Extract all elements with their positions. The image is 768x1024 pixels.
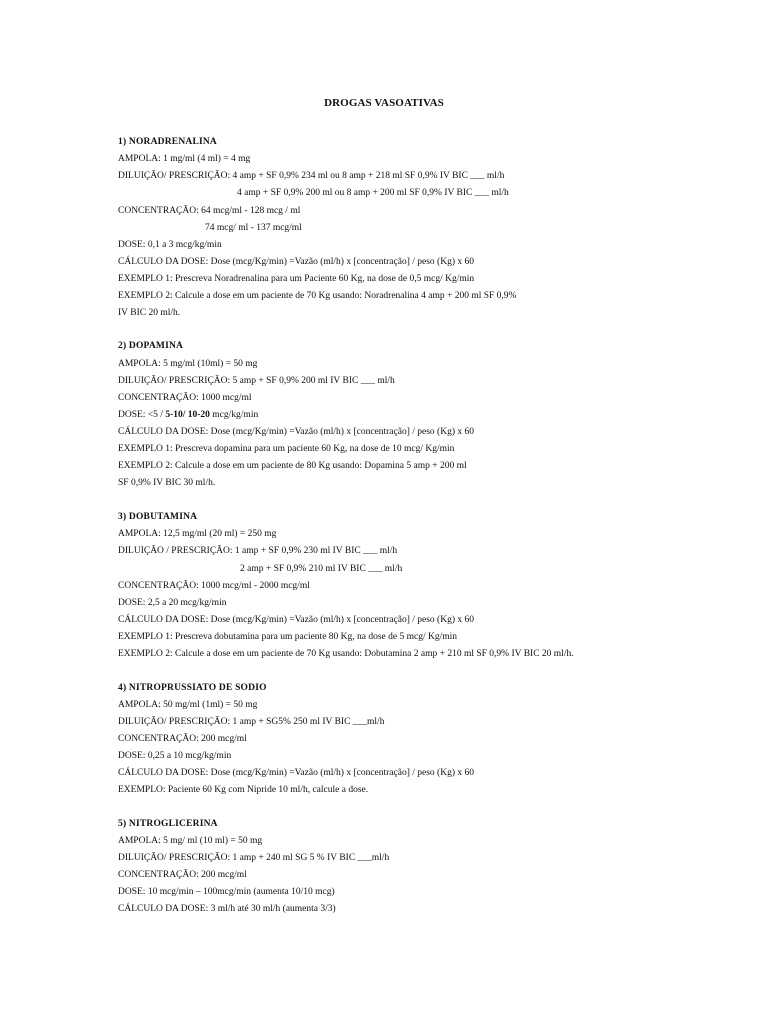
document-title: DROGAS VASOATIVAS — [324, 97, 444, 109]
text-line: EXEMPLO 1: Prescreva dobutamina para um paciente 80 Kg, na dose de 5 mcg/ Kg/min — [118, 632, 458, 642]
section-heading-nitroprussiato: 4) NITROPRUSSIATO DE SODIO — [118, 683, 267, 693]
text-fragment: DOSE: <5 / — [118, 410, 166, 420]
text-line: CONCENTRAÇÃO: 200 mcg/ml — [118, 870, 247, 880]
text-line: DILUIÇÃO/ PRESCRIÇÃO: 5 amp + SF 0,9% 200 ml IV BIC ___ ml/h — [118, 376, 395, 386]
text-fragment: mcg/kg/min — [209, 410, 259, 420]
section-heading-dopamina: 2) DOPAMINA — [118, 341, 184, 351]
text-line: EXEMPLO 1: Prescreva Noradrenalina para um Paciente 60 Kg, na dose de 0,5 mcg/ Kg/min — [118, 274, 475, 284]
text-line: EXEMPLO 2: Calcule a dose em um paciente de 80 Kg usando: Dopamina 5 amp + 200 ml — [118, 461, 467, 471]
text-line: CONCENTRAÇÃO: 64 mcg/ml - 128 mcg / ml — [118, 206, 301, 216]
text-line: DILUIÇÃO / PRESCRIÇÃO: 1 amp + SF 0,9% 230 ml IV BIC ___ ml/h — [118, 546, 398, 556]
text-line: CÁLCULO DA DOSE: Dose (mcg/Kg/min) =Vazão (ml/h) x [concentração] / peso (Kg) x 60 — [118, 427, 474, 437]
text-line: CONCENTRAÇÃO: 200 mcg/ml — [118, 734, 247, 744]
text-line: EXEMPLO 2: Calcule a dose em um paciente de 70 Kg usando: Noradrenalina 4 amp + 200 ml SF 0,9% — [118, 291, 517, 301]
text-line: CONCENTRAÇÃO: 1000 mcg/ml — [118, 393, 252, 403]
text-line: AMPOLA: 50 mg/ml (1ml) = 50 mg — [118, 700, 258, 710]
text-line: EXEMPLO 1: Prescreva dopamina para um paciente 60 Kg, na dose de 10 mcg/ Kg/min — [118, 444, 455, 454]
text-line: AMPOLA: 5 mg/ml (10ml) = 50 mg — [118, 359, 258, 369]
text-line: CÁLCULO DA DOSE: Dose (mcg/Kg/min) =Vazão (ml/h) x [concentração] / peso (Kg) x 60 — [118, 615, 474, 625]
text-line: DOSE: 0,1 a 3 mcg/kg/min — [118, 240, 222, 250]
text-line: CONCENTRAÇÃO: 1000 mcg/ml - 2000 mcg/ml — [118, 581, 310, 591]
text-line: IV BIC 20 ml/h. — [118, 308, 181, 318]
text-line: AMPOLA: 12,5 mg/ml (20 ml) = 250 mg — [118, 529, 277, 539]
text-line: CÁLCULO DA DOSE: Dose (mcg/Kg/min) =Vazão (ml/h) x [concentração] / peso (Kg) x 60 — [118, 257, 474, 267]
section-heading-dobutamina: 3) DOBUTAMINA — [118, 512, 198, 522]
text-line: CÁLCULO DA DOSE: Dose (mcg/Kg/min) =Vazão (ml/h) x [concentração] / peso (Kg) x 60 — [118, 768, 474, 778]
text-line: 4 amp + SF 0,9% 200 ml ou 8 amp + 200 ml SF 0,9% IV BIC ___ ml/h — [237, 188, 509, 198]
text-line: DOSE: 2,5 a 20 mcg/kg/min — [118, 598, 227, 608]
text-line: SF 0,9% IV BIC 30 ml/h. — [118, 478, 216, 488]
text-line: DILUIÇÃO/ PRESCRIÇÃO: 1 amp + SG5% 250 ml IV BIC ___ml/h — [118, 717, 385, 727]
text-line: AMPOLA: 5 mg/ ml (10 ml) = 50 mg — [118, 836, 263, 846]
text-line: DOSE: 0,25 a 10 mcg/kg/min — [118, 751, 232, 761]
text-line: 2 amp + SF 0,9% 210 ml IV BIC ___ ml/h — [240, 564, 403, 574]
text-line: 74 mcg/ ml - 137 mcg/ml — [205, 223, 302, 233]
text-fragment-bold: 5-10/ 10-20 — [165, 410, 210, 420]
section-heading-noradrenalina: 1) NORADRENALINA — [118, 137, 217, 147]
section-heading-nitroglicerina: 5) NITROGLICERINA — [118, 819, 218, 829]
text-line: DILUIÇÃO/ PRESCRIÇÃO: 1 amp + 240 ml SG 5 % IV BIC ___ml/h — [118, 853, 390, 863]
text-line: AMPOLA: 1 mg/ml (4 ml) = 4 mg — [118, 154, 251, 164]
text-line: DOSE: 10 mcg/min – 100mcg/min (aumenta 10/10 mcg) — [118, 887, 335, 897]
text-line: CÁLCULO DA DOSE: 3 ml/h até 30 ml/h (aumenta 3/3) — [118, 904, 336, 914]
text-line: DILUIÇÃO/ PRESCRIÇÃO: 4 amp + SF 0,9% 234 ml ou 8 amp + 218 ml SF 0,9% IV BIC ___ ml/h — [118, 171, 505, 181]
text-line: EXEMPLO: Paciente 60 Kg com Nipride 10 ml/h, calcule a dose. — [118, 785, 369, 795]
text-line — [118, 409, 258, 421]
text-line: EXEMPLO 2: Calcule a dose em um paciente de 70 Kg usando: Dobutamina 2 amp + 210 ml SF 0,9% IV BIC 20 ml/h. — [118, 649, 574, 659]
